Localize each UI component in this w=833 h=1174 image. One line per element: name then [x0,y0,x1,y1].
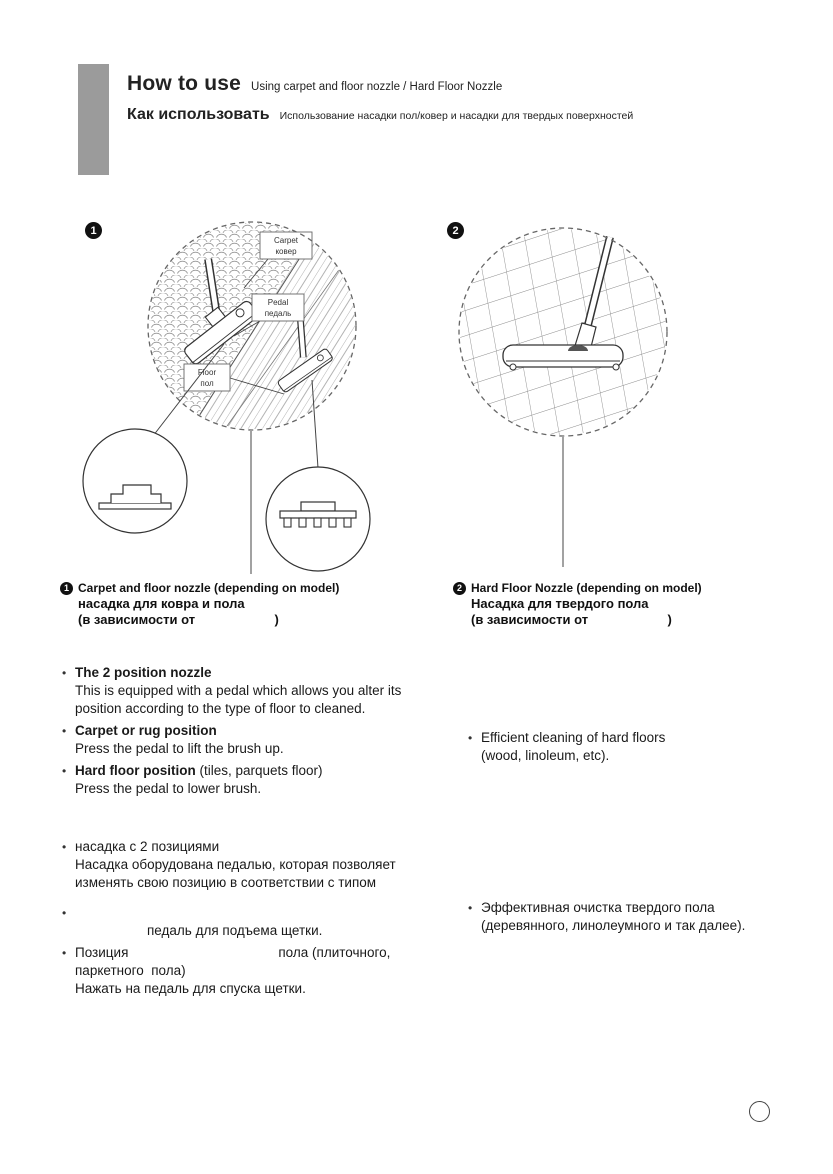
item-text: (wood, linoleum, etc). [481,748,610,763]
section-gray-bar [78,64,109,175]
figure1-caption [60,581,450,628]
blank-line [75,904,462,922]
bullet: • [62,840,67,854]
label-floor-ru: пол [200,379,214,388]
bullet: • [62,764,67,778]
header-row-en [127,72,767,96]
list-item [468,899,813,935]
page-number-circle [749,1101,770,1122]
item-text: Позиция [75,945,129,960]
bullet: • [62,906,67,920]
list-item [62,664,424,718]
brush-down-callout [266,467,370,571]
item-text: Насадка оборудована педалью, которая позволяет [75,857,396,872]
label-pedal-en: Pedal [267,298,289,307]
item-text: Эффективная очистка твердого пола [481,900,715,915]
tile-floor-texture [453,222,675,444]
item-title: Hard floor position [75,763,196,778]
list-item [468,729,798,765]
page-subtitle-ru: Использование насадки пол/ковер и насадки для твердых поверхностей [279,110,634,122]
bullet: • [62,666,67,680]
item-text: педаль для подъема щетки. [147,923,323,938]
item-text: паркетного пола) [75,963,186,978]
figure2-caption-badge: 2 [453,582,466,595]
page-title-en: How to use [127,72,242,95]
bullet: • [62,724,67,738]
list-item [62,722,424,758]
instructions-ru-right [468,899,813,939]
item-text: This is equipped with a pedal which allows you alter its position according to the type of floor to cleaned. [75,683,402,716]
figure1-caption-text-ru: насадка для ковра и пола [78,596,245,611]
figure1-caption-line1 [60,581,450,596]
figure2-illustration [448,215,683,575]
item-title: Carpet or rug position [75,723,217,738]
list-item [62,944,462,998]
list-item [62,904,462,940]
figure1-caption-text-ru-2: (в зависимости от ) [78,612,279,627]
item-title: The 2 position nozzle [75,665,212,680]
page-title-ru: Как использовать [127,106,270,123]
item-text: Press the pedal to lower brush. [75,781,262,796]
instructions-ru-left [62,838,462,1002]
wheel [613,364,619,370]
pedal-up-callout [83,429,187,533]
instructions-en-right [468,729,798,769]
bullet: • [62,946,67,960]
item-text: Нажать на педаль для спуска щетки. [75,981,306,996]
figure2-caption-line1 [453,581,793,596]
figure2-number-badge: 2 [447,222,464,239]
item-title-line [75,762,424,780]
page-header [127,72,767,124]
figure2-caption [453,581,793,628]
list-item [62,762,424,798]
list-item [62,838,462,892]
item-text: пола (плиточного, [278,945,391,960]
figure2-caption-text-en: Hard Floor Nozzle (depending on model) [471,581,702,595]
figure2-caption-text-ru: Насадка для твердого пола [471,596,649,611]
bullet: • [468,731,473,745]
label-pedal-ru: педаль [264,309,292,318]
figure1-illustration [72,212,384,584]
item-text: Efficient cleaning of hard floors [481,730,666,745]
item-text-line [75,944,462,962]
label-floor-en: Floor [197,368,217,377]
figure1-caption-text-en: Carpet and floor nozzle (depending on model) [78,581,340,595]
item-text: изменять свою позицию в соответствии с типом [75,875,377,890]
figure1-caption-badge: 1 [60,582,73,595]
instructions-en-left [62,664,424,802]
item-text: (деревянного, линолеумного и так далее). [481,918,746,933]
page-subtitle-en: Using carpet and floor nozzle / Hard Floor Nozzle [251,81,503,93]
figure1-number-badge: 1 [85,222,102,239]
label-carpet-en: Carpet [273,236,299,245]
item-text: Press the pedal to lift the brush up. [75,741,284,756]
bullet: • [468,901,473,915]
figure2-caption-text-ru-2: (в зависимости от ) [471,612,672,627]
header-row-ru [127,106,767,124]
item-title-suffix: (tiles, parquets floor) [195,763,323,778]
item-title: насадка с 2 позициями [75,839,220,854]
wheel [510,364,516,370]
label-carpet-ru: ковер [275,247,297,256]
